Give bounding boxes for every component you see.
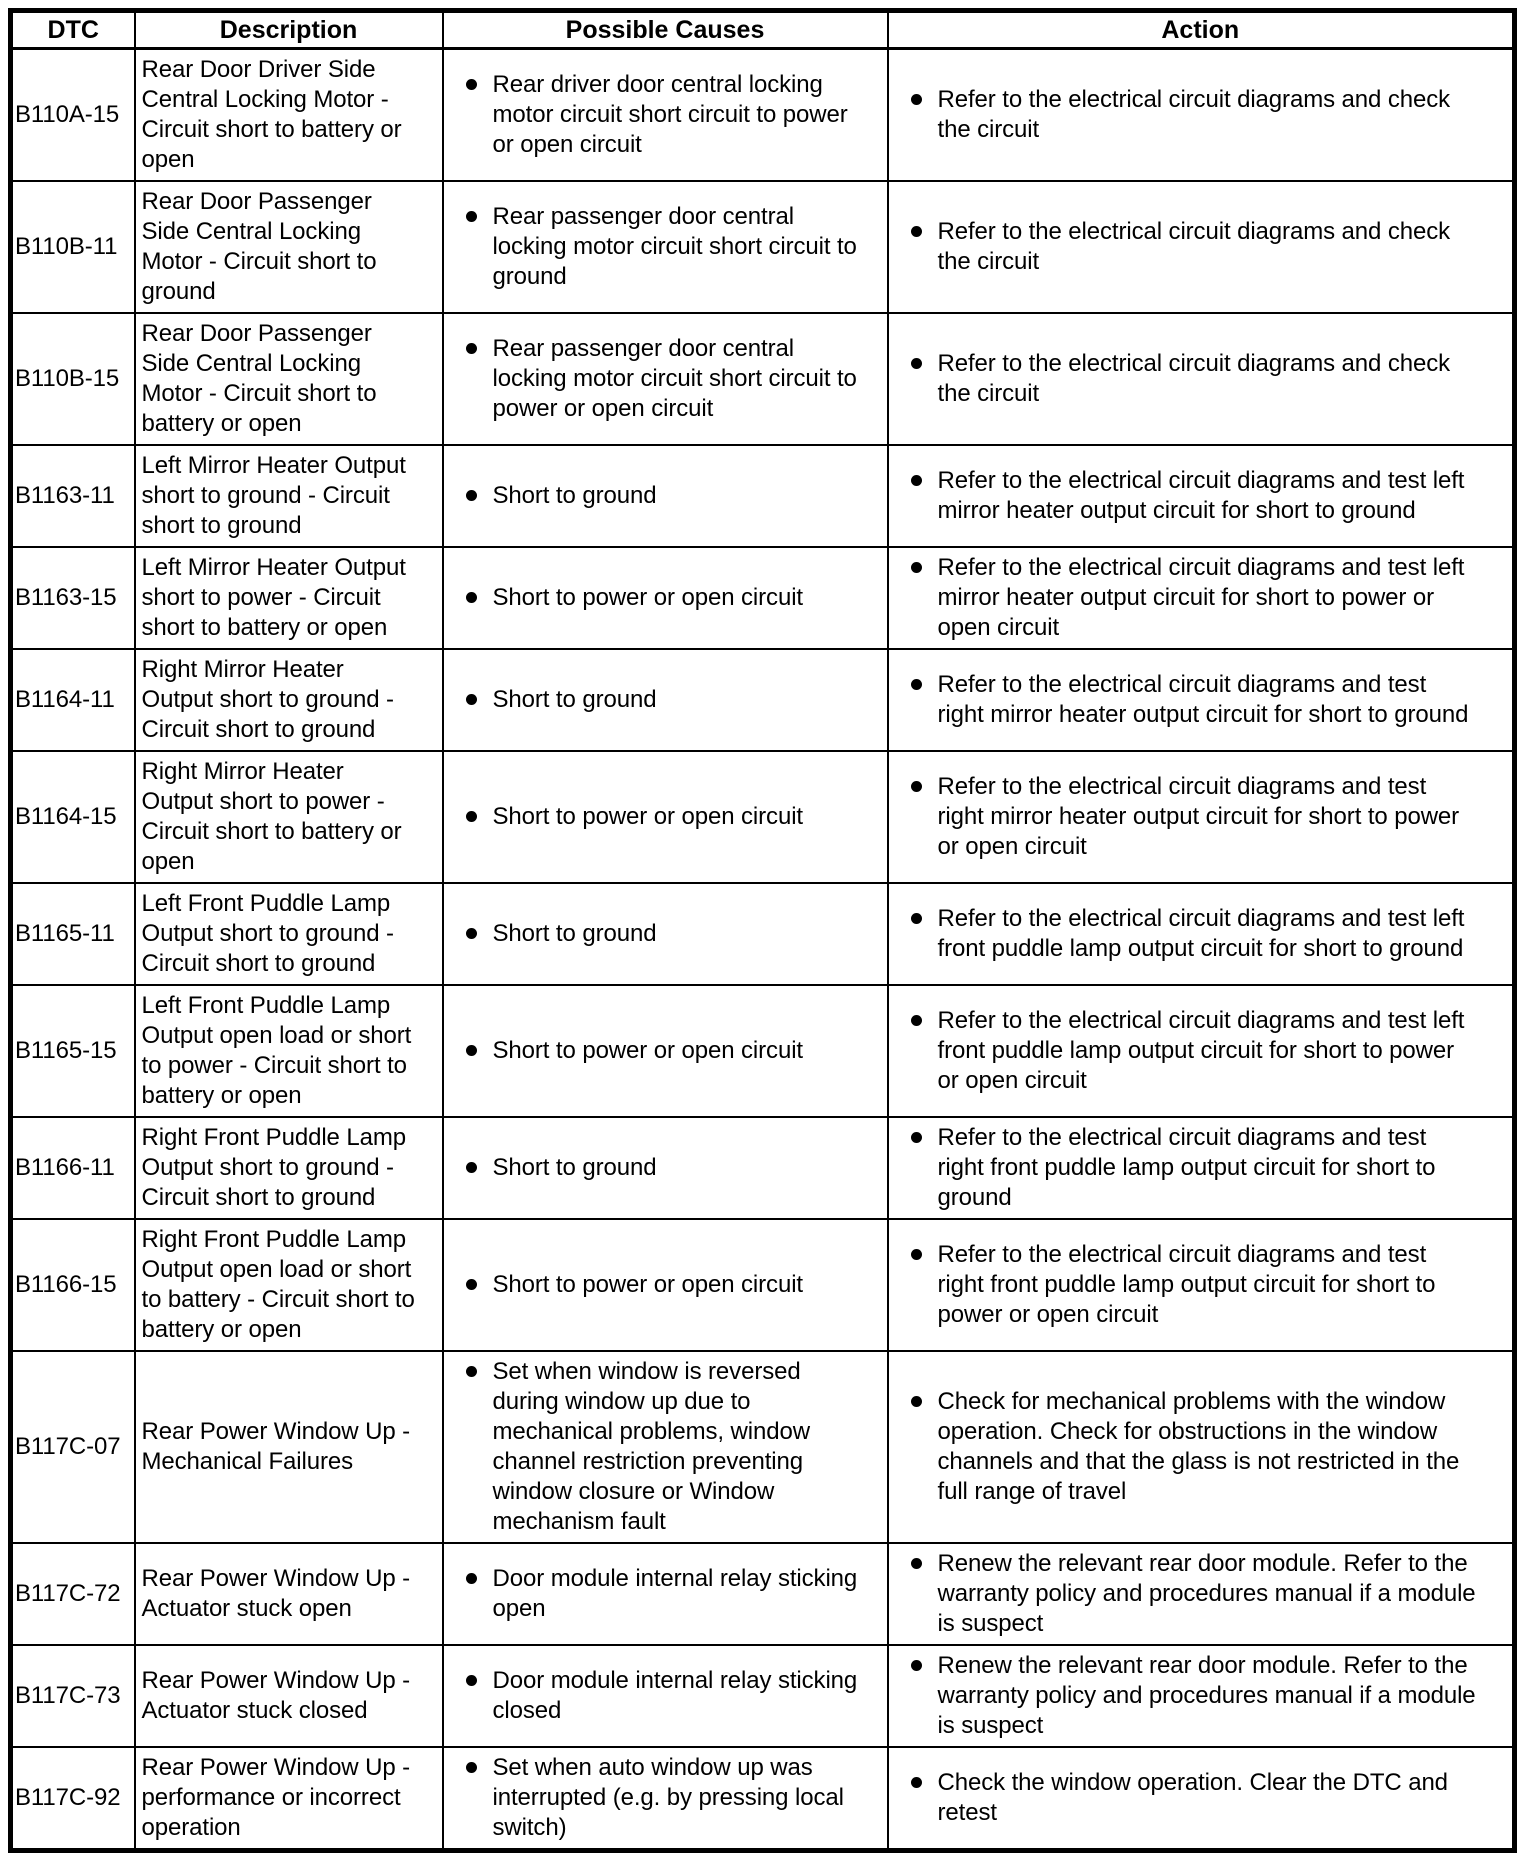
causes-list bbox=[444, 1753, 873, 1843]
actions-list bbox=[889, 1123, 1477, 1213]
dtc-code-cell bbox=[11, 181, 135, 313]
bullet-item bbox=[444, 334, 873, 424]
description-cell bbox=[135, 547, 443, 649]
dtc-table-body bbox=[11, 49, 1515, 1851]
action-text: Refer to the electrical circuit diagrams and test right front puddle lamp output circuit for short to ground bbox=[937, 1124, 1436, 1211]
description-text: Left Mirror Heater Output short to power - Circuit short to battery or open bbox=[141, 554, 406, 641]
possible-causes-cell bbox=[443, 1351, 888, 1543]
bullet-item bbox=[889, 1768, 1477, 1828]
causes-list bbox=[444, 1153, 873, 1183]
bullet-item bbox=[444, 1036, 873, 1066]
description-text: Right Mirror Heater Output short to power - Circuit short to battery or open bbox=[141, 758, 402, 875]
possible-causes-cell bbox=[443, 985, 888, 1117]
actions-list bbox=[889, 217, 1477, 277]
bullet-item bbox=[889, 85, 1477, 145]
description-cell bbox=[135, 1747, 443, 1851]
dtc-code: B117C-92 bbox=[15, 1784, 121, 1811]
action-text: Renew the relevant rear door module. Refer to the warranty policy and procedures manual if a module is suspect bbox=[937, 1652, 1476, 1739]
dtc-code-cell bbox=[11, 1543, 135, 1645]
dtc-code: B1166-15 bbox=[15, 1271, 117, 1298]
possible-causes-cell bbox=[443, 1117, 888, 1219]
bullet-icon bbox=[911, 781, 922, 792]
possible-causes-cell bbox=[443, 751, 888, 883]
possible-causes-cell bbox=[443, 445, 888, 547]
table-row bbox=[11, 1117, 1515, 1219]
bullet-icon bbox=[466, 928, 477, 939]
action-cell bbox=[888, 1219, 1515, 1351]
bullet-icon bbox=[466, 1366, 477, 1377]
dtc-code: B1164-15 bbox=[15, 803, 117, 830]
bullet-icon bbox=[466, 211, 477, 222]
table-row bbox=[11, 1351, 1515, 1543]
description-text: Left Mirror Heater Output short to ground - Circuit short to ground bbox=[141, 452, 406, 539]
table-row bbox=[11, 445, 1515, 547]
bullet-item bbox=[889, 1387, 1477, 1507]
possible-causes-cell bbox=[443, 547, 888, 649]
bullet-icon bbox=[466, 1675, 477, 1686]
dtc-code: B1165-11 bbox=[15, 920, 115, 947]
bullet-item bbox=[444, 583, 873, 613]
action-text: Check the window operation. Clear the DTC and retest bbox=[937, 1769, 1448, 1826]
causes-list bbox=[444, 1036, 873, 1066]
bullet-icon bbox=[911, 562, 922, 573]
dtc-code-cell bbox=[11, 49, 135, 182]
bullet-icon bbox=[466, 1573, 477, 1584]
actions-list bbox=[889, 349, 1477, 409]
bullet-icon bbox=[466, 490, 477, 501]
description-cell bbox=[135, 1543, 443, 1645]
table-row bbox=[11, 1219, 1515, 1351]
column-header-possible-causes: Possible Causes bbox=[443, 11, 888, 49]
action-cell bbox=[888, 1351, 1515, 1543]
causes-list bbox=[444, 802, 873, 832]
bullet-icon bbox=[466, 343, 477, 354]
possible-causes-cell bbox=[443, 1219, 888, 1351]
cause-text: Set when window is reversed during window up due to mechanical problems, window channel restriction preventing window closure or Window mechanism fault bbox=[492, 1358, 810, 1535]
possible-causes-cell bbox=[443, 1543, 888, 1645]
cause-text: Door module internal relay sticking open bbox=[492, 1565, 858, 1622]
bullet-item bbox=[889, 217, 1477, 277]
column-header-action: Action bbox=[888, 11, 1515, 49]
description-text: Rear Power Window Up - Mechanical Failures bbox=[141, 1418, 411, 1475]
cause-text: Rear passenger door central locking motor circuit short circuit to ground bbox=[492, 203, 857, 290]
causes-list bbox=[444, 1666, 873, 1726]
causes-list bbox=[444, 481, 873, 511]
action-cell bbox=[888, 49, 1515, 182]
bullet-item bbox=[889, 1123, 1477, 1213]
bullet-item bbox=[889, 772, 1477, 862]
dtc-code: B117C-72 bbox=[15, 1580, 121, 1607]
bullet-item bbox=[444, 1357, 873, 1537]
cause-text: Door module internal relay sticking closed bbox=[492, 1667, 858, 1724]
dtc-code-cell bbox=[11, 1351, 135, 1543]
causes-list bbox=[444, 1357, 873, 1537]
possible-causes-cell bbox=[443, 1747, 888, 1851]
causes-list bbox=[444, 1270, 873, 1300]
action-cell bbox=[888, 1645, 1515, 1747]
description-cell bbox=[135, 1351, 443, 1543]
bullet-item bbox=[889, 904, 1477, 964]
bullet-icon bbox=[911, 1249, 922, 1260]
causes-list bbox=[444, 334, 873, 424]
description-cell bbox=[135, 883, 443, 985]
description-text: Rear Power Window Up - Actuator stuck open bbox=[141, 1565, 411, 1622]
dtc-code-cell bbox=[11, 751, 135, 883]
description-text: Right Mirror Heater Output short to ground - Circuit short to ground bbox=[141, 656, 394, 743]
description-cell bbox=[135, 313, 443, 445]
bullet-icon bbox=[911, 913, 922, 924]
description-cell bbox=[135, 1219, 443, 1351]
bullet-item bbox=[889, 1651, 1477, 1741]
bullet-icon bbox=[911, 1015, 922, 1026]
actions-list bbox=[889, 553, 1477, 643]
possible-causes-cell bbox=[443, 1645, 888, 1747]
dtc-code: B1163-15 bbox=[15, 584, 117, 611]
bullet-icon bbox=[466, 1279, 477, 1290]
description-cell bbox=[135, 649, 443, 751]
bullet-item bbox=[889, 670, 1477, 730]
dtc-code-cell bbox=[11, 1219, 135, 1351]
bullet-item bbox=[444, 919, 873, 949]
action-text: Refer to the electrical circuit diagrams and test left mirror heater output circuit for short to ground bbox=[937, 467, 1465, 524]
description-text: Rear Power Window Up - performance or incorrect operation bbox=[141, 1754, 411, 1841]
action-text: Refer to the electrical circuit diagrams and test left front puddle lamp output circuit for short to ground bbox=[937, 905, 1465, 962]
actions-list bbox=[889, 670, 1477, 730]
table-row bbox=[11, 313, 1515, 445]
dtc-table bbox=[8, 8, 1517, 1853]
bullet-icon bbox=[466, 1162, 477, 1173]
actions-list bbox=[889, 1549, 1477, 1639]
bullet-item bbox=[889, 1006, 1477, 1096]
action-text: Refer to the electrical circuit diagrams and test left mirror heater output circuit for short to power or open circuit bbox=[937, 554, 1465, 641]
action-text: Check for mechanical problems with the window operation. Check for obstructions in the window channels and that the glass is not restricted in the full range of travel bbox=[937, 1388, 1460, 1505]
bullet-icon bbox=[911, 1396, 922, 1407]
cause-text: Short to ground bbox=[492, 686, 657, 713]
description-cell bbox=[135, 49, 443, 182]
dtc-code-cell bbox=[11, 313, 135, 445]
bullet-icon bbox=[466, 811, 477, 822]
dtc-code: B1163-11 bbox=[15, 482, 115, 509]
actions-list bbox=[889, 1240, 1477, 1330]
bullet-icon bbox=[911, 1558, 922, 1569]
action-text: Refer to the electrical circuit diagrams and test right front puddle lamp output circuit for short to power or open circuit bbox=[937, 1241, 1436, 1328]
table-row bbox=[11, 1543, 1515, 1645]
description-text: Rear Door Driver Side Central Locking Motor - Circuit short to battery or open bbox=[141, 56, 402, 173]
bullet-icon bbox=[911, 226, 922, 237]
cause-text: Short to power or open circuit bbox=[492, 1037, 803, 1064]
action-cell bbox=[888, 985, 1515, 1117]
bullet-icon bbox=[466, 592, 477, 603]
bullet-icon bbox=[911, 679, 922, 690]
bullet-icon bbox=[911, 1660, 922, 1671]
description-text: Rear Door Passenger Side Central Locking Motor - Circuit short to ground bbox=[141, 188, 377, 305]
description-text: Right Front Puddle Lamp Output short to ground - Circuit short to ground bbox=[141, 1124, 407, 1211]
bullet-item bbox=[889, 553, 1477, 643]
actions-list bbox=[889, 1768, 1477, 1828]
description-cell bbox=[135, 1117, 443, 1219]
bullet-icon bbox=[466, 79, 477, 90]
action-text: Refer to the electrical circuit diagrams and check the circuit bbox=[937, 218, 1451, 275]
action-text: Refer to the electrical circuit diagrams and check the circuit bbox=[937, 86, 1451, 143]
bullet-item bbox=[444, 202, 873, 292]
dtc-code-cell bbox=[11, 649, 135, 751]
actions-list bbox=[889, 904, 1477, 964]
action-cell bbox=[888, 751, 1515, 883]
cause-text: Short to ground bbox=[492, 1154, 657, 1181]
action-cell bbox=[888, 883, 1515, 985]
action-text: Refer to the electrical circuit diagrams and test left front puddle lamp output circuit for short to power or open circuit bbox=[937, 1007, 1465, 1094]
table-row bbox=[11, 547, 1515, 649]
description-text: Left Front Puddle Lamp Output open load or short to power - Circuit short to battery or open bbox=[141, 992, 412, 1109]
cause-text: Short to power or open circuit bbox=[492, 803, 803, 830]
bullet-item bbox=[444, 685, 873, 715]
bullet-icon bbox=[911, 94, 922, 105]
bullet-item bbox=[889, 1240, 1477, 1330]
causes-list bbox=[444, 685, 873, 715]
actions-list bbox=[889, 1387, 1477, 1507]
dtc-code: B117C-07 bbox=[15, 1433, 121, 1460]
action-cell bbox=[888, 1543, 1515, 1645]
dtc-code-cell bbox=[11, 547, 135, 649]
bullet-icon bbox=[911, 358, 922, 369]
description-text: Rear Power Window Up - Actuator stuck closed bbox=[141, 1667, 411, 1724]
cause-text: Short to ground bbox=[492, 920, 657, 947]
dtc-code: B110B-11 bbox=[15, 233, 118, 260]
action-cell bbox=[888, 313, 1515, 445]
bullet-item bbox=[444, 70, 873, 160]
bullet-item bbox=[444, 1153, 873, 1183]
dtc-code-cell bbox=[11, 445, 135, 547]
actions-list bbox=[889, 1006, 1477, 1096]
column-header-dtc: DTC bbox=[11, 11, 135, 49]
dtc-code: B110B-15 bbox=[15, 365, 120, 392]
causes-list bbox=[444, 202, 873, 292]
bullet-icon bbox=[466, 694, 477, 705]
possible-causes-cell bbox=[443, 181, 888, 313]
table-row bbox=[11, 985, 1515, 1117]
cause-text: Short to power or open circuit bbox=[492, 584, 803, 611]
description-cell bbox=[135, 445, 443, 547]
causes-list bbox=[444, 70, 873, 160]
bullet-icon bbox=[911, 1777, 922, 1788]
possible-causes-cell bbox=[443, 649, 888, 751]
bullet-icon bbox=[466, 1762, 477, 1773]
table-row bbox=[11, 1747, 1515, 1851]
actions-list bbox=[889, 85, 1477, 145]
cause-text: Short to power or open circuit bbox=[492, 1271, 803, 1298]
description-cell bbox=[135, 751, 443, 883]
action-cell bbox=[888, 649, 1515, 751]
actions-list bbox=[889, 466, 1477, 526]
causes-list bbox=[444, 1564, 873, 1624]
bullet-item bbox=[889, 1549, 1477, 1639]
table-row bbox=[11, 649, 1515, 751]
bullet-icon bbox=[911, 1132, 922, 1143]
bullet-item bbox=[444, 802, 873, 832]
description-cell bbox=[135, 1645, 443, 1747]
table-row bbox=[11, 883, 1515, 985]
actions-list bbox=[889, 772, 1477, 862]
possible-causes-cell bbox=[443, 313, 888, 445]
dtc-code-cell bbox=[11, 1747, 135, 1851]
action-cell bbox=[888, 445, 1515, 547]
bullet-item bbox=[889, 466, 1477, 526]
dtc-code-cell bbox=[11, 1117, 135, 1219]
cause-text: Rear passenger door central locking motor circuit short circuit to power or open circuit bbox=[492, 335, 857, 422]
dtc-code-cell bbox=[11, 883, 135, 985]
action-cell bbox=[888, 1747, 1515, 1851]
dtc-code: B117C-73 bbox=[15, 1682, 121, 1709]
causes-list bbox=[444, 919, 873, 949]
description-text: Right Front Puddle Lamp Output open load or short to battery - Circuit short to battery or open bbox=[141, 1226, 415, 1343]
action-cell bbox=[888, 1117, 1515, 1219]
bullet-item bbox=[444, 1270, 873, 1300]
dtc-code-cell bbox=[11, 985, 135, 1117]
possible-causes-cell bbox=[443, 883, 888, 985]
bullet-item bbox=[889, 349, 1477, 409]
bullet-icon bbox=[911, 475, 922, 486]
header-row bbox=[11, 11, 1515, 49]
dtc-code: B110A-15 bbox=[15, 101, 120, 128]
possible-causes-cell bbox=[443, 49, 888, 182]
table-row bbox=[11, 751, 1515, 883]
description-text: Rear Door Passenger Side Central Locking Motor - Circuit short to battery or open bbox=[141, 320, 377, 437]
dtc-code-cell bbox=[11, 1645, 135, 1747]
description-cell bbox=[135, 181, 443, 313]
description-cell bbox=[135, 985, 443, 1117]
bullet-item bbox=[444, 1753, 873, 1843]
table-row bbox=[11, 1645, 1515, 1747]
action-cell bbox=[888, 547, 1515, 649]
actions-list bbox=[889, 1651, 1477, 1741]
action-text: Refer to the electrical circuit diagrams and check the circuit bbox=[937, 350, 1451, 407]
description-text: Left Front Puddle Lamp Output short to ground - Circuit short to ground bbox=[141, 890, 394, 977]
dtc-code: B1165-15 bbox=[15, 1037, 117, 1064]
action-text: Refer to the electrical circuit diagrams and test right mirror heater output circuit for short to ground bbox=[937, 671, 1469, 728]
cause-text: Short to ground bbox=[492, 482, 657, 509]
cause-text: Set when auto window up was interrupted (e.g. by pressing local switch) bbox=[492, 1754, 844, 1841]
table-row bbox=[11, 181, 1515, 313]
column-header-description: Description bbox=[135, 11, 443, 49]
cause-text: Rear driver door central locking motor circuit short circuit to power or open circuit bbox=[492, 71, 848, 158]
action-text: Refer to the electrical circuit diagrams and test right mirror heater output circuit for short to power or open circuit bbox=[937, 773, 1460, 860]
table-row bbox=[11, 49, 1515, 182]
action-text: Renew the relevant rear door module. Refer to the warranty policy and procedures manual if a module is suspect bbox=[937, 1550, 1476, 1637]
action-cell bbox=[888, 181, 1515, 313]
bullet-item bbox=[444, 1564, 873, 1624]
bullet-item bbox=[444, 1666, 873, 1726]
dtc-table-header bbox=[11, 11, 1515, 49]
causes-list bbox=[444, 583, 873, 613]
bullet-item bbox=[444, 481, 873, 511]
bullet-icon bbox=[466, 1045, 477, 1056]
dtc-code: B1166-11 bbox=[15, 1154, 115, 1181]
dtc-code: B1164-11 bbox=[15, 686, 115, 713]
